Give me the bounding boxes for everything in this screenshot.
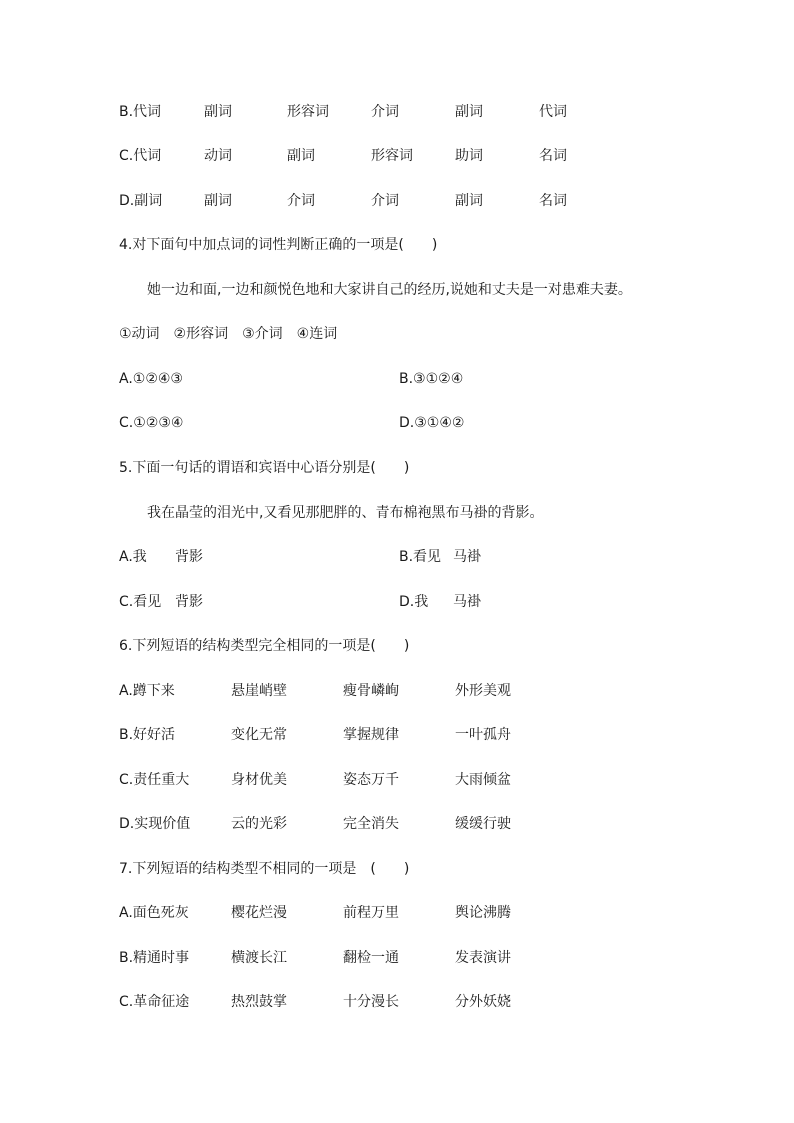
option-b-label: B.看见 [399,549,442,565]
option-phrase: 缓缓行驶 [455,816,511,832]
option-phrase: 大雨倾盆 [455,772,511,788]
option-word: 形容词 [287,104,329,120]
option-phrase: 瘦骨嶙峋 [343,683,399,699]
option-a-label: A.我 [119,549,147,565]
option-word: 助词 [455,148,483,164]
option-label: B.代词 [119,104,162,120]
option-phrase: B.精通时事 [119,950,190,966]
option-phrase: 外形美观 [455,683,511,699]
option-phrase: 发表演讲 [455,950,511,966]
option-phrase: 悬崖峭壁 [231,683,287,699]
legend-text: ①动词 ②形容词 ③介词 ④连词 [119,326,338,342]
option-label: C.代词 [119,148,162,164]
option-word: 介词 [287,193,315,209]
option-phrase: 姿态万千 [343,772,399,788]
option-a-answer: 背影 [175,549,203,565]
option-phrase: C.革命征途 [119,994,190,1010]
option-phrase: D.实现价值 [119,816,191,832]
option-phrase: 横渡长江 [231,950,287,966]
option-phrase: 分外妖娆 [455,994,511,1010]
option-word: 名词 [539,193,567,209]
question-text: 7.下列短语的结构类型不相同的一项是 ( ) [119,861,410,877]
option-phrase: 掌握规律 [343,727,399,743]
option-phrase: 完全消失 [343,816,399,832]
question-text: 4.对下面句中加点词的词性判断正确的一项是( ) [119,237,438,253]
option-b: B.③①②④ [399,371,464,387]
option-phrase: A.蹲下来 [119,683,175,699]
quoted-sentence: 我在晶莹的泪光中,又看见那肥胖的、青布棉袍黑布马褂的背影。 [147,505,544,521]
option-a: A.①②④③ [119,371,183,387]
option-d-label: D.我 [399,594,429,610]
option-word: 形容词 [371,148,413,164]
option-phrase: 云的光彩 [231,816,287,832]
option-phrase: 樱花烂漫 [231,905,287,921]
option-word: 副词 [287,148,315,164]
option-phrase: 前程万里 [343,905,399,921]
option-phrase: 变化无常 [231,727,287,743]
option-phrase: A.面色死灰 [119,905,189,921]
option-c-answer: 背影 [175,594,203,610]
quoted-sentence: 她一边和面,一边和颜悦色地和大家讲自己的经历,说她和丈夫是一对患难夫妻。 [147,282,632,298]
option-word: 副词 [204,104,232,120]
option-d: D.③①④② [399,415,465,431]
option-d-answer: 马褂 [453,594,481,610]
option-word: 介词 [371,193,399,209]
option-word: 动词 [204,148,232,164]
option-c: C.①②③④ [119,415,184,431]
option-phrase: 舆论沸腾 [455,905,511,921]
option-word: 介词 [371,104,399,120]
option-phrase: 翻检一通 [343,950,399,966]
option-word: 名词 [539,148,567,164]
option-phrase: B.好好活 [119,727,176,743]
option-word: 副词 [455,104,483,120]
question-text: 6.下列短语的结构类型完全相同的一项是( ) [119,638,410,654]
option-phrase: C.责任重大 [119,772,190,788]
option-c-label: C.看见 [119,594,162,610]
option-phrase: 热烈鼓掌 [231,994,287,1010]
option-phrase: 一叶孤舟 [455,727,511,743]
option-phrase: 十分漫长 [343,994,399,1010]
option-word: 副词 [455,193,483,209]
option-word: 副词 [204,193,232,209]
question-text: 5.下面一句话的谓语和宾语中心语分别是( ) [119,460,410,476]
option-b-answer: 马褂 [453,549,481,565]
option-label: D.副词 [119,193,163,209]
option-word: 代词 [539,104,567,120]
option-phrase: 身材优美 [231,772,287,788]
